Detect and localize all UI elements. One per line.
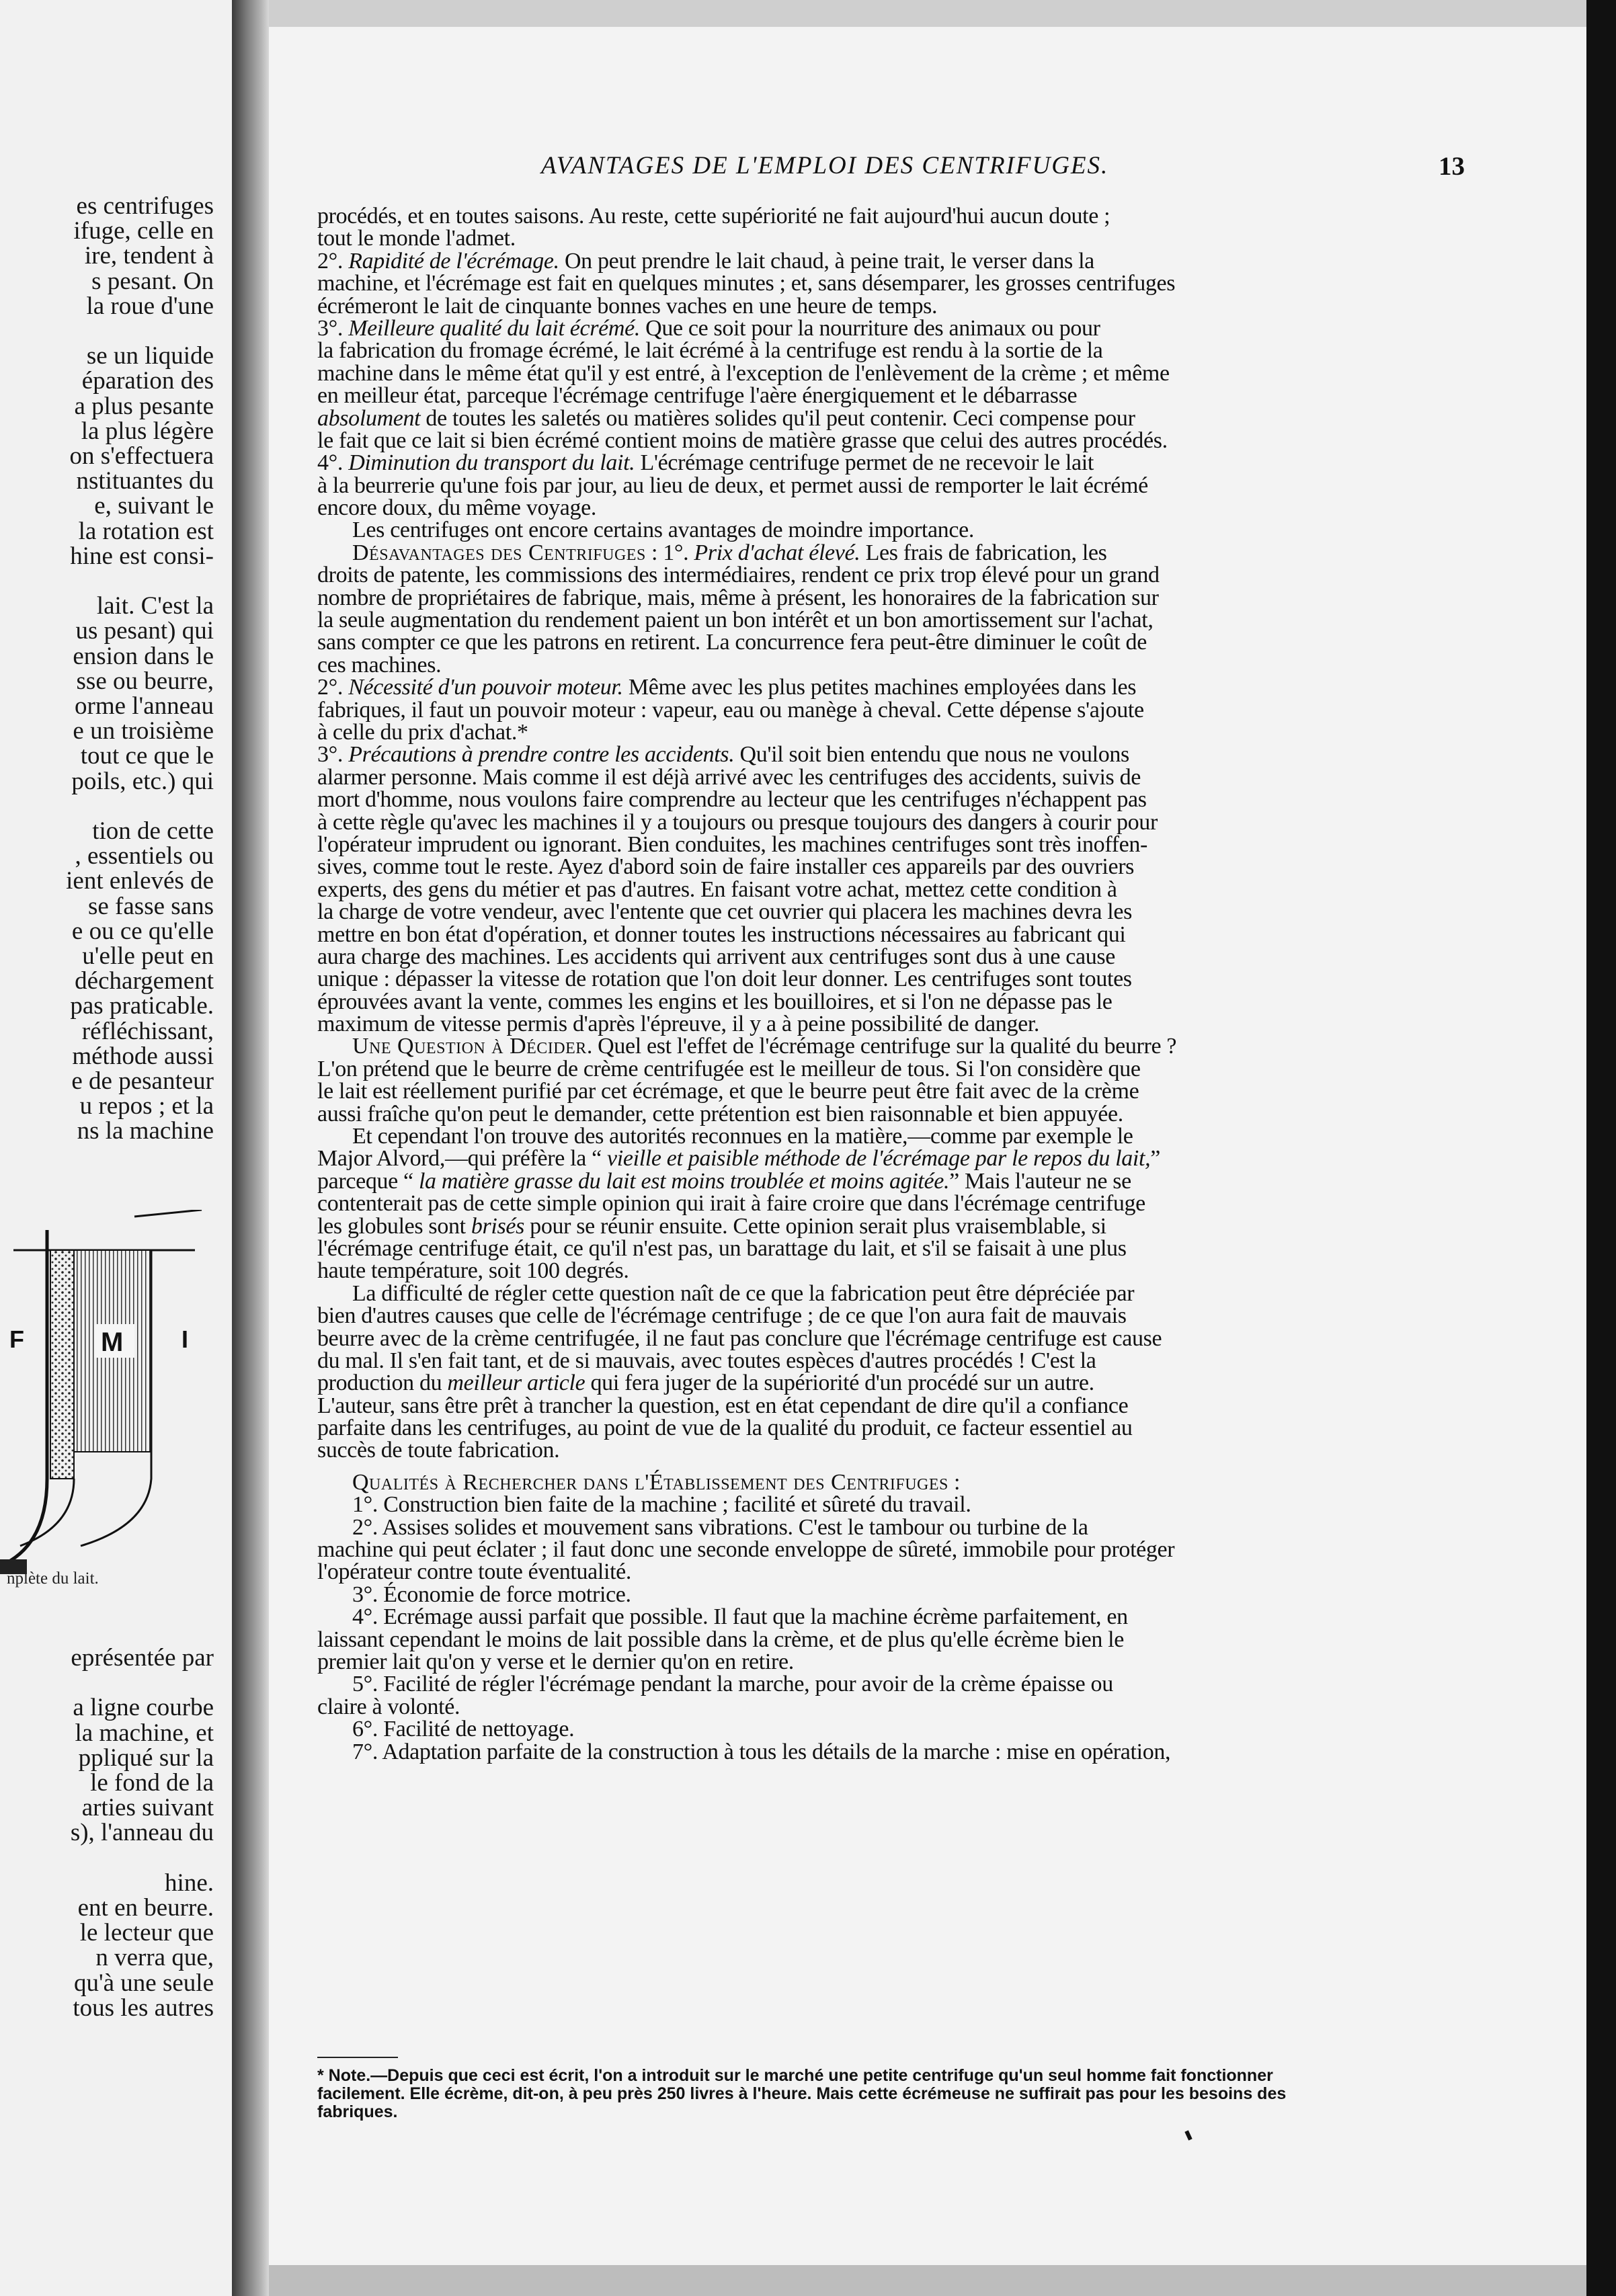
body-line [317,1103,1459,1125]
left-page-line: qu'à une seule [73,1969,214,1997]
text-run: beurre avec de la crème centrifugée, il ne faut pas conclure que l'écrémage centrifuge est cause [317,1325,1162,1351]
text-run: machine qui peut éclater ; il faut donc une seconde enveloppe de sûreté, immobile pour protéger [317,1537,1175,1563]
body-line [317,295,1459,317]
text-run: sans compter ce que les patrons en retirent. La concurrence fera peut-être diminuer le coût de [317,630,1147,655]
body-line [317,1417,1459,1439]
italic-phrase: Précautions à prendre contre les accidents. [348,742,735,768]
body-line [317,833,1459,856]
left-page-line: méthode aussi [72,1042,214,1070]
text-run: droits de patente, les commissions des intermédiaires, rendent ce prix trop élevé pour un grand [317,563,1160,588]
body-line [317,811,1459,833]
text-run: de toutes les saletés ou matières solides qu'il peut contenir. Ceci compense pour [420,405,1135,431]
body-line [317,743,1459,766]
body-line [317,878,1459,901]
left-page-line: la machine, et [75,1719,214,1747]
left-page-line: es centrifuges [76,192,214,220]
italic-phrase: absolument [317,405,421,431]
italic-phrase: meilleur article [447,1370,585,1396]
text-run: l'écrémage centrifuge était, ce qu'il n'est pas, un barattage du lait, et s'il se faisait à une plus [317,1235,1127,1261]
body-line [317,407,1459,429]
left-page-line: poils, etc.) qui [71,767,214,795]
text-run: écrémeront le lait de cinquante bonnes vaches en une heure de temps. [317,293,938,319]
body-line [317,901,1459,923]
body-line [317,1718,1459,1740]
body-line [317,384,1459,407]
left-page-line: a ligne courbe [73,1694,214,1722]
body-line [317,856,1459,878]
body-line [317,1237,1459,1260]
page-body-text [317,205,1459,1763]
body-line [317,1125,1459,1147]
text-run: à la beurrerie qu'une fois par jour, au lieu de deux, et permet aussi de remporter le lait écrémé [317,473,1148,498]
text-run: parceque “ [317,1168,419,1194]
text-run: 6°. Facilité de nettoyage. [352,1717,575,1742]
body-line [317,631,1459,653]
body-line [317,1629,1459,1651]
left-page-line: sse ou beurre, [76,667,214,695]
text-run: experts, des gens du métier et pas d'autres. En faisant votre achat, mettez cette condition à [317,876,1117,902]
body-line [317,1471,1459,1493]
text-run: claire à volonté. [317,1694,460,1719]
text-run: 3°. Économie de force motrice. [352,1582,631,1607]
left-page-line: le fond de la [90,1769,214,1797]
small-caps-heading: Désavantages des Centrifuges [352,540,646,565]
body-line [317,362,1459,384]
italic-phrase: Meilleure qualité du lait écrémé. [348,315,640,341]
text-run: 3°. [317,742,349,768]
italic-phrase: Nécessité d'un pouvoir moteur. [348,675,623,700]
italic-phrase: la matière grasse du lait est moins troublée et moins agitée. [418,1168,950,1194]
body-line [317,609,1459,631]
text-run: à celle du prix d'achat.* [317,719,528,745]
left-page-line: u repos ; et la [79,1092,214,1120]
body-line [317,1651,1459,1673]
text-run: La difficulté de régler cette question naît de ce que la fabrication peut être dépréciée par [352,1280,1135,1306]
text-run: contenterait pas de cette simple opinion qui irait à faire croire que dans l'écrémage centrifuge [317,1191,1145,1217]
text-run: On peut prendre le lait chaud, à peine trait, le verser dans la [559,248,1094,274]
text-run: unique : dépasser la vitesse de rotation que l'on doit leur donner. Les centrifuges sont toutes [317,967,1132,992]
body-line [317,1035,1459,1057]
text-run: L'auteur, sans être prêt à trancher la question, est en état cependant de dire qu'il a confiance [317,1393,1129,1418]
body-line [317,1539,1459,1561]
left-page-line: e, suivant le [94,492,214,520]
text-run: la seule augmentation du rendement paient un bon intérêt et un bon amortissement sur l'achat, [317,608,1154,633]
body-line [317,452,1459,474]
text-run: mort d'homme, nous voulons faire comprendre au lecteur que les centrifuges n'échappent pas [317,787,1147,813]
text-run: 4°. Ecrémage aussi parfait que possible. Il faut que la machine écrème parfaitement, en [352,1604,1128,1630]
text-run: à cette règle qu'avec les machines il y a toujours ou presque toujours des dangers à courir pour [317,809,1158,835]
left-page-line: se fasse sans [87,892,214,920]
text-run: haute température, soit 100 degrés. [317,1258,629,1284]
text-run: 1°. Construction bien faite de la machine ; facilité et sûreté du travail. [352,1492,971,1518]
left-page-line: on s'effectuera [69,442,214,470]
body-line [317,1372,1459,1394]
text-run: la fabrication du fromage écrémé, le lait écrémé à la centrifuge est rendu à la sortie de la [317,338,1103,364]
text-run: 2°. [317,248,349,274]
left-page-line: réfléchissant, [81,1017,214,1045]
body-line [317,1327,1459,1350]
left-page-line: pas praticable. [70,992,214,1020]
text-run: Les centrifuges ont encore certains avantages de moindre importance. [352,518,974,543]
body-line [317,250,1459,272]
body-line [317,272,1459,294]
body-line [317,1395,1459,1417]
left-page-line: e de pesanteur [71,1067,214,1095]
text-run: . Quel est l'effet de l'écrémage centrifuge sur la qualité du beurre ? [586,1034,1177,1059]
text-run: la charge de votre vendeur, avec l'entente que cet ouvrier qui placera les machines devra les [317,899,1132,925]
text-run: mettre en bon état d'opération, et donner toutes les instructions nécessaires au fabricant qui [317,921,1126,947]
footnote-line: * Note.—Depuis que ceci est écrit, l'on a introduit sur le marché une petite centrifuge qu'un seul homme fait fonctionner [317,2066,1273,2085]
text-run: 2°. [317,675,349,700]
text-run: tout le monde l'admet. [317,226,516,251]
left-page-line: ension dans le [73,642,214,670]
body-line [317,654,1459,676]
left-page-line: tous les autres [73,1994,214,2022]
text-run: succès de toute fabrication. [317,1438,560,1463]
text-run: procédés, et en toutes saisons. Au reste, cette supériorité ne fait aujourd'hui aucun doute ; [317,204,1110,229]
body-line [317,227,1459,249]
body-line [317,542,1459,564]
left-page-line: tout ce que le [80,742,214,770]
body-line [317,1696,1459,1718]
body-line [317,991,1459,1013]
body-line [317,1147,1459,1170]
footnote-line: facilement. Elle écrème, dit-on, à peu près 250 livres à l'heure. Mais cette écrémeuse ne suffirait pas pour les besoins des [317,2084,1287,2103]
text-run: 7°. Adaptation parfaite de la construction à tous les détails de la marche : mise en opération, [352,1739,1171,1764]
left-page-line: hine. [165,1869,214,1897]
footnote [317,2067,1460,2121]
left-page-line: éparation des [81,367,214,395]
text-run: Major Alvord,—qui préfère la “ [317,1146,608,1172]
figure-label-f: F [9,1325,24,1353]
italic-phrase: vieille et paisible méthode de l'écrémage par le repos du lait, [607,1146,1151,1172]
left-page-line: , essentiels ou [75,842,214,870]
book-gutter [232,0,269,2296]
body-line [317,788,1459,811]
left-page-line: ire, tendent à [84,242,214,270]
body-line [317,317,1459,339]
text-run: premier lait qu'on y verse et le dernier qu'on en retire. [317,1649,794,1674]
text-run: l'opérateur imprudent ou ignorant. Bien conduites, les machines centrifuges sont très inoffen- [317,831,1147,857]
text-run: aura charge des machines. Les accidents qui arrivent aux centrifuges sont dus à une cause [317,944,1116,969]
small-caps-heading: Une Question à Décider [352,1034,587,1059]
text-run: : 1°. [645,540,694,565]
body-line [317,968,1459,990]
italic-phrase: Diminution du transport du lait. [348,450,635,476]
left-page-line: eprésentée par [71,1644,214,1672]
body-line [317,1561,1459,1583]
left-page-line: n verra que, [95,1944,214,1972]
figure-label-m: M [101,1327,124,1357]
text-run: l'opérateur contre toute éventualité. [317,1559,632,1585]
left-page-line: s), l'anneau du [70,1819,214,1847]
left-page-line: u'elle peut en [82,942,214,970]
body-line [317,1260,1459,1282]
text-run: Même avec les plus petites machines employées dans les [622,675,1137,700]
body-line [317,946,1459,968]
text-run: ces machines. [317,652,442,678]
figure-caption: nplète du lait. [7,1569,99,1588]
footnote-line: fabriques. [317,2102,398,2121]
text-run: Que ce soit pour la nourriture des animaux ou pour [639,315,1100,341]
italic-phrase: Rapidité de l'écrémage. [348,248,559,274]
text-run: ” Mais l'auteur ne se [949,1168,1131,1194]
text-run: éprouvées avant la vente, commes les engins et les bouilloires, et si l'on ne dépasse pas le [317,989,1113,1014]
left-page-fragment [0,0,232,2296]
centrifuge-figure [0,1210,232,1586]
left-page-line: tion de cette [92,817,214,845]
body-line [317,766,1459,788]
left-page-line: lait. C'est la [96,592,214,620]
text-run: Qu'il soit bien entendu que nous ne voulons [734,742,1129,768]
body-line [317,1493,1459,1516]
centrifuge-cross-section-illustration [0,1210,232,1586]
left-page-line: e un troisième [73,717,214,745]
body-line [317,1192,1459,1215]
body-line [317,1516,1459,1539]
text-run: qui fera juger de la supériorité d'un procédé sur un autre. [585,1370,1094,1396]
left-page-line: s pesant. On [91,267,214,295]
body-line [317,1439,1459,1461]
page-number: 13 [1439,152,1465,181]
text-run: encore doux, du même voyage. [317,495,597,521]
text-run: L'on prétend que le beurre de crème centrifugée est le meilleur de tous. Si l'on considère que [317,1056,1141,1081]
text-run: 5°. Facilité de régler l'écrémage pendant la marche, pour avoir de la crème épaisse ou [352,1672,1113,1697]
text-run: Les frais de fabrication, les [860,540,1107,565]
body-line [317,1013,1459,1035]
text-run: en meilleur état, parceque l'écrémage centrifuge l'aère énergiquement et le débarrasse [317,383,1078,409]
left-page-line: ns la machine [77,1117,214,1145]
left-page-line: ient enlevés de [66,867,214,895]
body-line [317,1741,1459,1763]
left-page-line: la rotation est [78,517,214,545]
text-run: alarmer personne. Mais comme il est déjà arrivé avec les centrifuges des accidents, suivis de [317,764,1141,790]
left-page-line: hine est consi- [70,542,214,570]
body-line [317,339,1459,362]
body-line [317,475,1459,497]
left-page-line: nstituantes du [76,467,214,495]
text-run: machine dans le même état qu'il y est entré, à l'exception de l'enlèvement de la crème ; et même [317,360,1170,386]
text-run: les globules sont [317,1213,471,1239]
text-run: 3°. [317,315,349,341]
left-page-line: arties suivant [81,1794,214,1822]
text-run: le lait est réellement purifié par cet écrémage, et que le beurre peut être fait avec de la crème [317,1079,1139,1104]
left-page-line: le lecteur que [79,1919,214,1947]
left-page-line: ppliqué sur la [78,1744,214,1772]
text-run: nombre de propriétaires de fabrique, mais, même à présent, les honoraires de la fabrication sur [317,585,1159,610]
scan-border [1586,0,1616,2296]
running-head: AVANTAGES DE L'EMPLOI DES CENTRIFUGES. [541,152,1109,179]
left-page-line: se un liquide [86,342,214,370]
text-run: sives, comme tout le reste. Ayez d'abord soin de faire installer ces appareils par des ouvriers [317,854,1135,880]
italic-phrase: brisés [471,1213,525,1239]
body-line [317,497,1459,519]
left-page-line: ifuge, celle en [73,217,214,245]
italic-phrase: Prix d'achat élevé. [694,540,860,565]
text-run: bien d'autres causes que celle de l'écrémage centrifuge ; de ce que l'on aura fait de mauvais [317,1303,1127,1329]
text-run: : [948,1469,961,1495]
figure-label-i: I [181,1325,189,1353]
left-page-line: déchargement [75,967,214,995]
body-line [317,721,1459,743]
text-run: fabriques, il faut un pouvoir moteur : vapeur, eau ou manège à cheval. Cette dépense s'ajoute [317,697,1144,723]
text-run: machine, et l'écrémage est fait en quelques minutes ; et, sans désemparer, les grosses centrifuges [317,271,1176,296]
left-page-line: la plus légère [81,417,214,445]
body-line [317,1282,1459,1305]
body-line [317,1080,1459,1102]
body-line [317,1305,1459,1327]
left-page-line: orme l'anneau [75,692,214,720]
left-page-line: us pesant) qui [75,617,214,645]
body-line [317,1058,1459,1080]
left-page-line: a plus pesante [74,392,214,420]
body-line [317,429,1459,452]
body-line [317,1584,1459,1606]
text-run: L'écrémage centrifuge permet de ne recevoir le lait [635,450,1094,476]
text-run: Et cependant l'on trouve des autorités reconnues en la matière,—comme par exemple le [352,1124,1133,1149]
text-run: du mal. Il s'en fait tant, et de si mauvais, avec toutes espèces d'autres procédés ! C'est la [317,1348,1096,1373]
text-run: pour se réunir ensuite. Cette opinion serait plus vraisemblable, si [524,1213,1106,1239]
body-line [317,1606,1459,1628]
body-line [317,564,1459,586]
text-run: ” [1150,1146,1161,1172]
body-line [317,1673,1459,1695]
text-run: 2°. Assises solides et mouvement sans vibrations. C'est le tambour ou turbine de la [352,1514,1088,1540]
text-run: laissant cependant le moins de lait possible dans la crème, et de plus qu'elle écrème bien le [317,1627,1124,1652]
body-line [317,676,1459,698]
body-line [317,699,1459,721]
body-line [317,587,1459,609]
body-line [317,1215,1459,1237]
left-page-line: e ou ce qu'elle [71,917,214,945]
body-line [317,921,1459,947]
body-line [317,1350,1459,1372]
text-run: 4°. [317,450,349,476]
footnote-rule [317,2057,398,2058]
small-caps-heading: Qualités à Rechercher dans l'Établissement des Centrifuges [352,1469,948,1495]
left-page-line: la roue d'une [86,292,214,320]
body-line [317,205,1459,227]
text-run: production du [317,1370,448,1396]
text-run: parfaite dans les centrifuges, au point de vue de la qualité du produit, ce facteur essentiel au [317,1416,1133,1441]
body-line [317,1170,1459,1192]
body-line [317,519,1459,541]
text-run: le fait que ce lait si bien écrémé contient moins de matière grasse que celui des autres procédés. [317,427,1168,453]
text-run: maximum de vitesse permis d'après l'épreuve, il y a à peine possibilité de danger. [317,1012,1040,1037]
text-run: aussi fraîche qu'on peut le demander, cette prétention est bien raisonnable et bien appuyée. [317,1101,1123,1126]
left-page-line: ent en beurre. [77,1894,214,1922]
page-bottom-edge [269,2265,1586,2296]
